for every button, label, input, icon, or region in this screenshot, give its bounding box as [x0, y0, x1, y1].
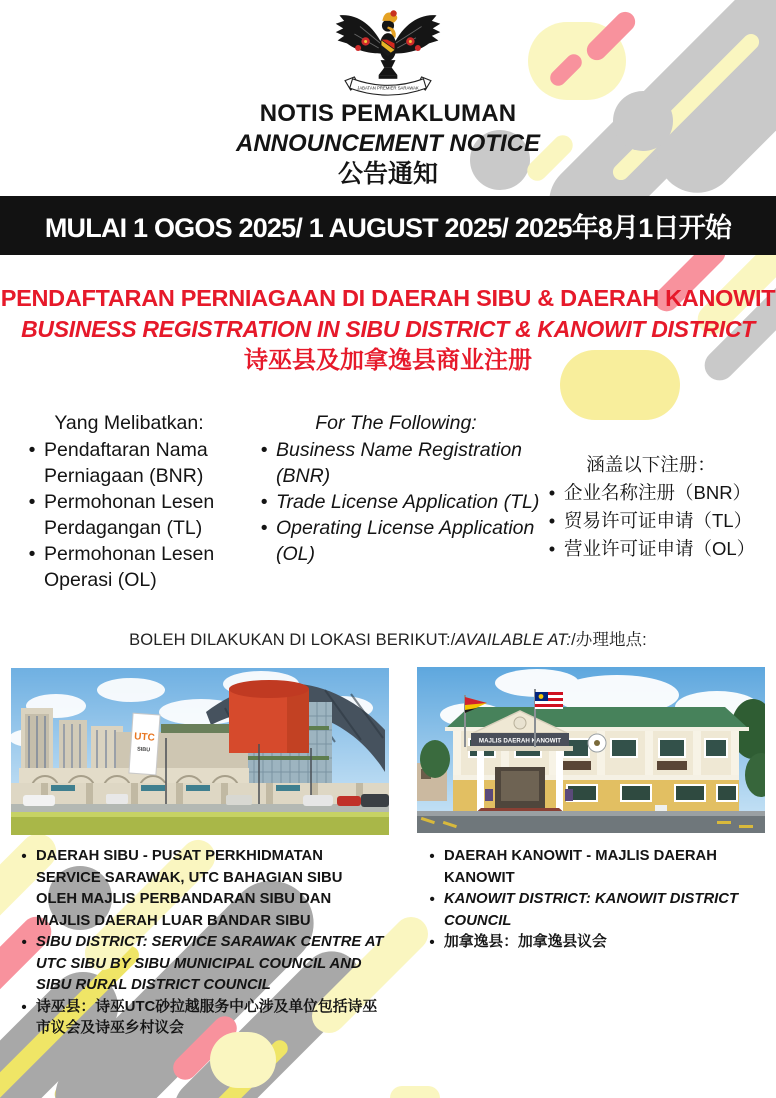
bullet-dot: • — [28, 439, 36, 461]
location-item-text: 诗巫县：诗巫UTC砂拉越服务中心涉及单位包括诗巫市议会及诗巫乡村议会 — [36, 998, 378, 1036]
bullet-dot: • — [429, 891, 435, 908]
utc-banner-subtext: SIBU — [136, 746, 151, 754]
location-item — [420, 932, 768, 954]
location-item-text: DAERAH KANOWIT - MAJLIS DAERAH KANOWIT — [444, 848, 717, 886]
location-item — [12, 997, 384, 1040]
bullet-dot: • — [548, 482, 556, 503]
involves-heading-malay: Yang Melibatkan: — [54, 412, 204, 434]
title-english: ANNOUNCEMENT NOTICE — [236, 130, 540, 157]
date-banner-text: MULAI 1 OGOS 2025/ 1 AUGUST 2025/ 2025年8月1日开始 — [44, 213, 732, 243]
involves-heading-english: For The Following: — [315, 412, 477, 434]
list-item — [252, 515, 540, 567]
crest-ribbon-text: JABATAN PREMIER SARAWAK — [357, 85, 419, 91]
list-item-text: 企业名称注册（BNR） — [564, 482, 752, 503]
location-item — [420, 846, 768, 889]
availability-chinese: /办理地点: — [571, 631, 647, 649]
bullet-dot: • — [21, 848, 27, 865]
list-item — [20, 437, 238, 489]
list-item-text: 贸易许可证申请（TL） — [564, 510, 753, 531]
location-item — [420, 889, 768, 932]
title-malay: NOTIS PEMAKLUMAN — [259, 100, 517, 127]
involves-column-chinese — [540, 452, 762, 593]
involves-list-english — [252, 437, 540, 567]
list-item — [20, 489, 238, 541]
headline-chinese: 诗巫县及加拿逸县商业注册 — [244, 347, 532, 374]
location-item-text: DAERAH SIBU - PUSAT PERKHIDMATAN SERVICE SARAWAK, UTC BAHAGIAN SIBU OLEH MAJLIS PERBANDARAN SIBU DAN MAJLIS DAERAH LUAR BANDAR SIBU — [36, 848, 343, 929]
involves-column-malay — [20, 410, 238, 593]
kanowit-council-illustration — [417, 667, 765, 833]
decor-ellipse — [210, 1032, 276, 1088]
utc-banner-text: UTC — [133, 731, 156, 744]
bullet-dot: • — [548, 510, 556, 531]
utc-sibu-illustration — [11, 668, 389, 835]
list-item-text: Operating License Application (OL) — [276, 517, 535, 565]
availability-line — [0, 626, 776, 650]
photo-kanowit-council — [417, 667, 765, 833]
bullet-dot: • — [260, 491, 268, 513]
location-item — [12, 932, 384, 997]
headline-english: BUSINESS REGISTRATION IN SIBU DISTRICT & KANOWIT DISTRICT — [21, 316, 755, 342]
bullet-dot: • — [260, 439, 268, 461]
bullet-dot: • — [28, 491, 36, 513]
list-item-text: Trade License Application (TL) — [276, 491, 540, 513]
bullet-dot: • — [21, 934, 27, 951]
list-item — [540, 507, 762, 535]
photo-utc-sibu — [11, 668, 389, 835]
list-item-text: Permohonan Lesen Operasi (OL) — [44, 543, 215, 591]
availability-english: AVAILABLE AT: — [455, 631, 572, 649]
title-chinese: 公告通知 — [337, 160, 438, 188]
sarawak-coat-of-arms — [332, 6, 444, 102]
bullet-dot: • — [429, 848, 435, 865]
date-banner — [0, 196, 776, 255]
involves-column-english — [252, 410, 540, 593]
bullet-dot: • — [260, 517, 268, 539]
list-item-text: Permohonan Lesen Perdagangan (TL) — [44, 491, 215, 539]
involves-section — [20, 410, 762, 593]
availability-malay: BOLEH DILAKUKAN DI LOKASI BERIKUT:/ — [129, 631, 456, 649]
location-list-sibu — [12, 846, 384, 1040]
list-item — [20, 541, 238, 593]
council-sign-text: MAJLIS DAERAH KANOWIT — [478, 737, 562, 745]
location-list-kanowit — [420, 846, 768, 954]
bullet-dot: • — [21, 998, 27, 1016]
location-item-text: KANOWIT DISTRICT: KANOWIT DISTRICT COUNCIL — [444, 891, 738, 929]
list-item-text: 营业许可证申请（OL） — [564, 538, 756, 559]
involves-list-chinese — [540, 479, 762, 563]
list-item — [540, 479, 762, 507]
bullet-dot: • — [28, 543, 36, 565]
location-item-text: 加拿逸县：加拿逸县议会 — [444, 934, 607, 950]
location-item — [12, 846, 384, 932]
title-block — [0, 99, 776, 189]
hornbill-crest-icon — [332, 6, 444, 103]
list-item-text: Business Name Registration (BNR) — [276, 439, 523, 487]
bullet-dot: • — [548, 538, 556, 559]
decor-ellipse — [390, 1086, 440, 1098]
headline-block — [0, 283, 776, 376]
location-item-text: SIBU DISTRICT: SERVICE SARAWAK CENTRE AT UTC SIBU BY SIBU MUNICIPAL COUNCIL AND SIBU RURAL DISTRICT COUNCIL — [36, 934, 384, 993]
list-item-text: Pendaftaran Nama Perniagaan (BNR) — [44, 439, 208, 487]
list-item — [252, 437, 540, 489]
involves-list-malay — [20, 437, 238, 593]
headline-malay: PENDAFTARAN PERNIAGAAN DI DAERAH SIBU & DAERAH KANOWIT — [0, 285, 776, 311]
bullet-dot: • — [429, 934, 435, 951]
involves-heading-chinese: 涵盖以下注册： — [586, 454, 716, 475]
list-item — [540, 535, 762, 563]
list-item — [252, 489, 540, 515]
